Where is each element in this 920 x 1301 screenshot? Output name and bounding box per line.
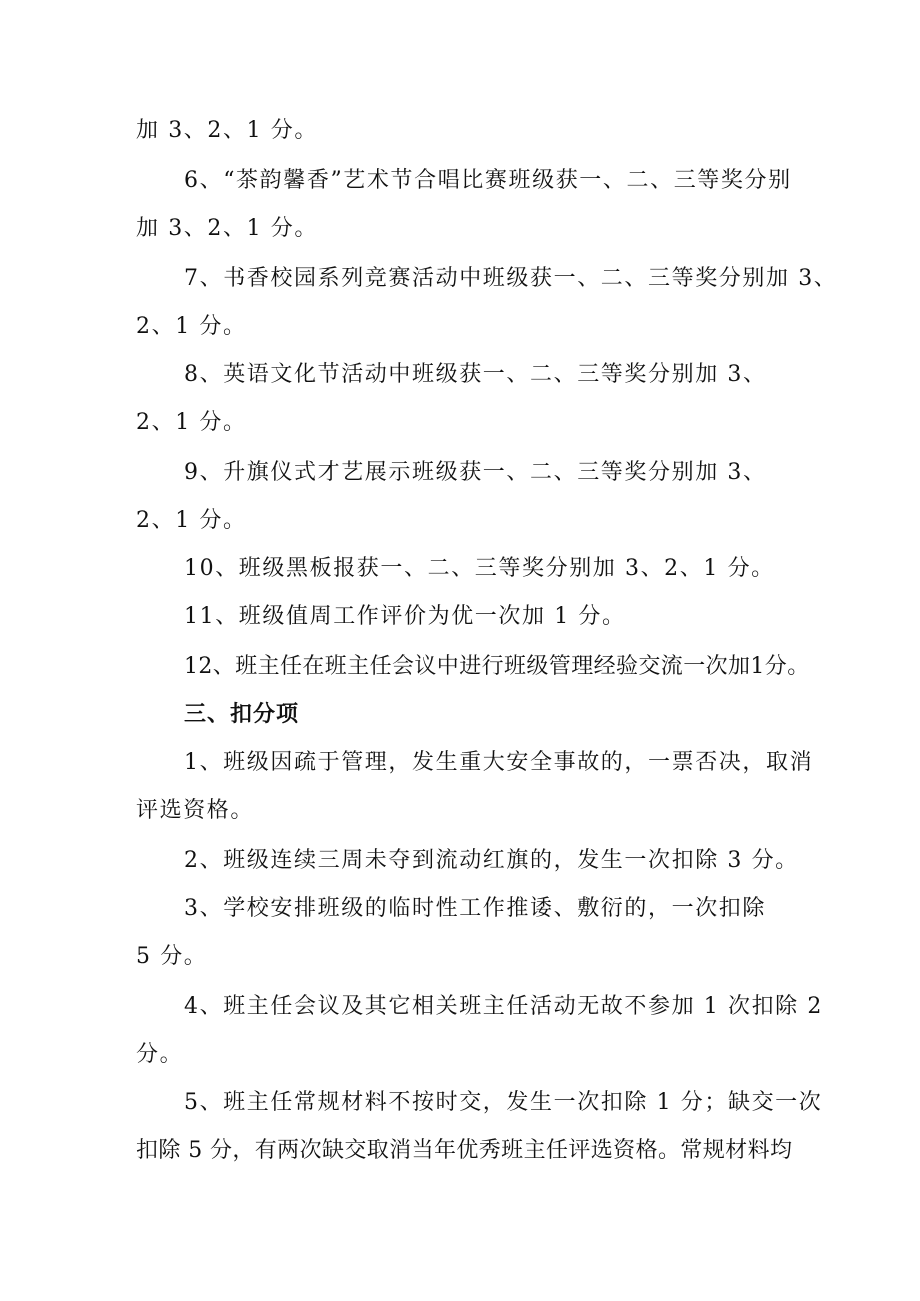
- text-line: 扣除 5 分，有两次缺交取消当年优秀班主任评选资格。常规材料均: [136, 1138, 793, 1163]
- text-line: 8、英语文化节活动中班级获一、二、三等奖分别加 3、: [184, 362, 767, 387]
- text-line: 9、升旗仪式才艺展示班级获一、二、三等奖分别加 3、: [184, 460, 767, 485]
- text-line: 评选资格。: [136, 798, 255, 823]
- text-line: 10、班级黑板报获一、二、三等奖分别加 3、2、1 分。: [184, 556, 775, 581]
- text-line: 11、班级值周工作评价为优一次加 1 分。: [184, 604, 626, 629]
- section-heading: 三、扣分项: [184, 702, 300, 727]
- text-line: 6、“茶韵馨香”艺术节合唱比赛班级获一、二、三等奖分别: [184, 168, 792, 193]
- text-line: 分。: [136, 1042, 184, 1067]
- text-line: 4、班主任会议及其它相关班主任活动无故不参加 1 次扣除 2: [184, 994, 823, 1019]
- text-line: 12、班主任在班主任会议中进行班级管理经验交流一次加1分。: [184, 654, 810, 679]
- text-line: 3、学校安排班级的临时性工作推诿、敷衍的，一次扣除: [184, 896, 766, 921]
- text-line: 5、班主任常规材料不按时交，发生一次扣除 1 分；缺交一次: [184, 1090, 823, 1115]
- text-line: 2、1 分。: [136, 508, 247, 533]
- text-line: 1、班级因疏于管理，发生重大安全事故的，一票否决，取消: [184, 750, 814, 775]
- text-line: 加 3、2、1 分。: [136, 118, 318, 143]
- text-line: 加 3、2、1 分。: [136, 216, 318, 241]
- text-line: 7、书香校园系列竞赛活动中班级获一、二、三等奖分别加 3、: [184, 266, 838, 291]
- text-line: 5 分。: [136, 944, 208, 969]
- text-line: 2、1 分。: [136, 314, 247, 339]
- text-line: 2、1 分。: [136, 410, 247, 435]
- text-line: 2、班级连续三周未夺到流动红旗的，发生一次扣除 3 分。: [184, 848, 799, 873]
